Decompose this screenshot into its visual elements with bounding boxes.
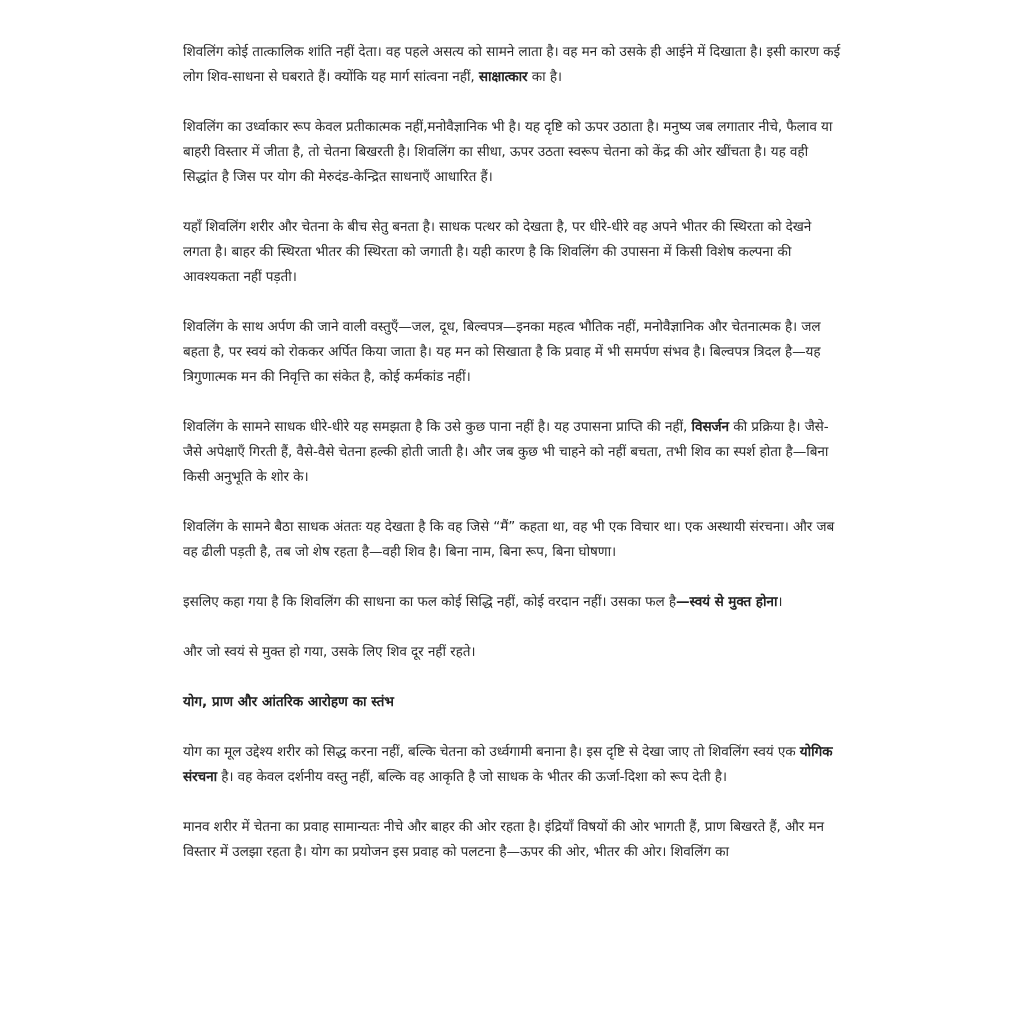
paragraph-1-text-end: का है।: [527, 69, 562, 85]
paragraph-5-text: शिवलिंग के सामने साधक धीरे-धीरे यह समझता है कि उसे कुछ पाना नहीं है। यह उपासना प्राप्ति की नहीं,: [183, 419, 692, 435]
paragraph-1: [183, 40, 843, 90]
paragraph-5: [183, 415, 843, 490]
paragraph-7-emphasis: —स्वयं से मुक्त होना: [676, 594, 778, 610]
article-body: [183, 40, 843, 890]
paragraph-10: मानव शरीर में चेतना का प्रवाह सामान्यतः नीचे और बाहर की ओर रहता है। इंद्रियाँ विषयों की ओर भागती हैं, प्राण बिखरते हैं, और मन विस्तार में उलझा रहता है। योग का प्रयोजन इस प्रवाह को पलटना है—ऊपर की ओर, भीतर की ओर। शिवलिंग का: [183, 819, 824, 860]
paragraph-7: [183, 590, 843, 615]
paragraph-5-text-end: की प्रक्रिया है। जैसे-जैसे अपेक्षाएँ गिरती हैं, वैसे-वैसे चेतना हल्की होती जाती है। और जब कुछ भी चाहने को नहीं बचता, तभी शिव का स्पर्श होता है—बिना किसी अनुभूति के शोर के।: [183, 419, 829, 485]
paragraph-1-text: शिवलिंग कोई तात्कालिक शांति नहीं देता। वह पहले असत्य को सामने लाता है। वह मन को उसके ही आईने में दिखाता है। इसी कारण कई लोग शिव-साधना से घबराते हैं। क्योंकि यह मार्ग सांत्वना नहीं,: [183, 44, 841, 85]
paragraph-9: [183, 740, 843, 790]
section-heading: योग, प्राण और आंतरिक आरोहण का स्तंभ: [183, 694, 394, 710]
paragraph-7-text: इसलिए कहा गया है कि शिवलिंग की साधना का फल कोई सिद्धि नहीं, कोई वरदान नहीं। उसका फल है: [183, 594, 677, 610]
paragraph-7-text-end: ।: [777, 594, 783, 610]
paragraph-1-emphasis: साक्षात्कार: [478, 69, 528, 85]
paragraph-2: शिवलिंग का उर्ध्वाकार रूप केवल प्रतीकात्मक नहीं,मनोवैज्ञानिक भी है। यह दृष्टि को ऊपर उठाता है। मनुष्य जब लगातार नीचे, फैलाव या बाहरी विस्तार में जीता है, तो चेतना बिखरती है। शिवलिंग का सीधा, ऊपर उठता स्वरूप चेतना को केंद्र की ओर खींचता है। यह वही सिद्धांत है जिस पर योग की मेरुदंड-केन्द्रित साधनाएँ आधारित हैं।: [183, 119, 833, 185]
paragraph-5-emphasis: विसर्जन: [691, 419, 729, 435]
paragraph-6: शिवलिंग के सामने बैठा साधक अंततः यह देखता है कि वह जिसे “मैं” कहता था, वह भी एक विचार था। एक अस्थायी संरचना। और जब वह ढीली पड़ती है, तब जो शेष रहता है—वही शिव है। बिना नाम, बिना रूप, बिना घोषणा।: [183, 519, 835, 560]
paragraph-9-text-end: है। वह केवल दर्शनीय वस्तु नहीं, बल्कि वह आकृति है जो साधक के भीतर की ऊर्जा-दिशा को रूप देती है।: [217, 769, 727, 785]
paragraph-9-text: योग का मूल उद्देश्य शरीर को सिद्ध करना नहीं, बल्कि चेतना को उर्ध्वगामी बनाना है। इस दृष्टि से देखा जाए तो शिवलिंग स्वयं एक: [183, 744, 800, 760]
paragraph-4: शिवलिंग के साथ अर्पण की जाने वाली वस्तुएँ—जल, दूध, बिल्वपत्र—इनका महत्व भौतिक नहीं, मनोवैज्ञानिक और चेतनात्मक है। जल बहता है, पर स्वयं को रोककर अर्पित किया जाता है। यह मन को सिखाता है कि प्रवाह में भी समर्पण संभव है। बिल्वपत्र त्रिदल है—यह त्रिगुणात्मक मन की निवृत्ति का संकेत है, कोई कर्मकांड नहीं।: [183, 319, 821, 385]
paragraph-9-emphasis: योगिक संरचना: [183, 744, 833, 785]
paragraph-3: यहाँ शिवलिंग शरीर और चेतना के बीच सेतु बनता है। साधक पत्थर को देखता है, पर धीरे-धीरे वह अपने भीतर की स्थिरता को देखने लगता है। बाहर की स्थिरता भीतर की स्थिरता को जगाती है। यही कारण है कि शिवलिंग की उपासना में किसी विशेष कल्पना की आवश्यकता नहीं पड़ती।: [183, 219, 812, 285]
paragraph-8: और जो स्वयं से मुक्त हो गया, उसके लिए शिव दूर नहीं रहते।: [183, 644, 476, 660]
